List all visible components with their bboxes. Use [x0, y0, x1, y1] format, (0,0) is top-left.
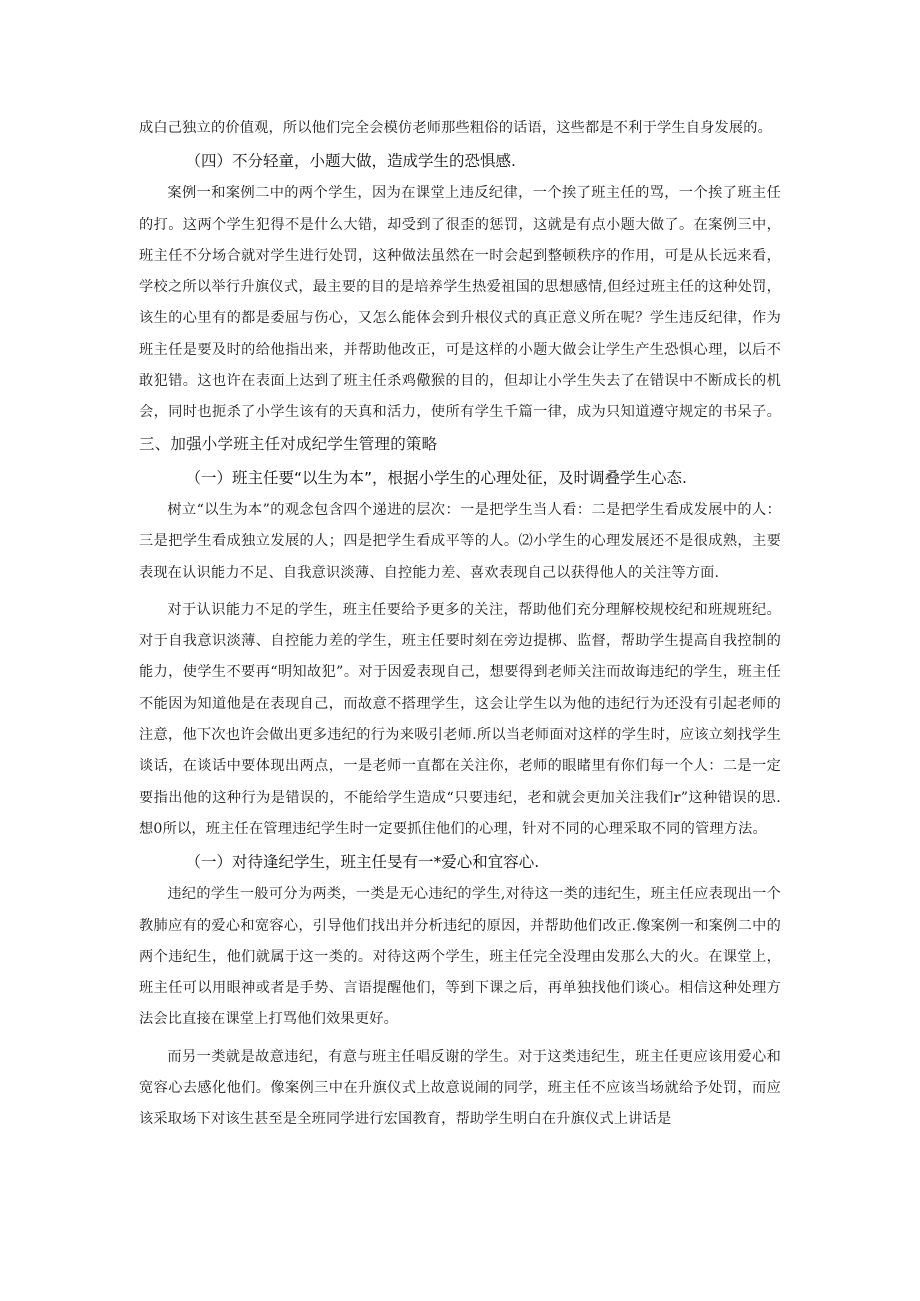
chapter-heading-3: 三、加强小学班主任对成纪学生管理的策略: [139, 434, 438, 453]
paragraph-continuation: 成白己独立的价值观，所以他们完全会模仿老师那些粗俗的话语，这些都是不利于学生自身发展的。: [139, 120, 773, 136]
section-heading-1a: （一）班主任要“以生为本”，根据小学生的心理处征，及时调叠学生心态.: [185, 468, 687, 487]
paragraph-unintentional: 违纪的学生一般可分为两类，一类是无心违纪的学生,对待这一类的违纪生，班主任应表现出一个教肺应有的爱心和宽容心，引导他们找出并分析违纪的原因，并帮助他们改正.像案例一和案例二中的两个违纪生，他们就属于这一类的。对待这两个学生，班主任完全没理由发那么大的火。在课堂上，班主任可以用眼神或者是手势、言语提醒他们，等到下课之后，再单独找他们谈心。相信这种处理方法会比直接在课堂上打骂他们效果更好。: [139, 886, 781, 1028]
paragraph-cases-text: 案例一和案例二中的两个学生，因为在课堂上违反纪律，一个挨了班主任的骂，一个挨了班主任的打。这两个学生犯得不是什么大错，却受到了很歪的惩罚，这就是有点小题大做了。在案例三中，班主任不分场合就对学生进行处罚，这种做法虽然在一时会起到整顿秩序的作用，可是从长远来看，学校之所以举行升旗仪式，最主要的目的是培养学生热爱祖国的思想感情,但经过班主任的这种处罚，该生的心里有的都是委屈与伤心，又怎么能体会到升根仪式的真正意义所在呢？学生违反纪律，作为班主任是要及时的给他指出来，并帮助他改正，可是这样的小题大做会让学生产生恐惧心理，以后不敢犯错。这也许在表面上达到了班主任杀鸡儆猴的目的，但却让小学生失去了在错误中不断成长的机会，同时也扼杀了小学生该有的天真和活力，使所有学生千篇一律，成为只知道遵守规定的书呆子。: [139, 185, 781, 421]
paragraph-management-methods: 对于认识能力不足的学生，班主任要给予更多的关注，帮助他们充分理解校规校纪和班规班纪。对于自我意识淡薄、自控能力差的学生，班主任要时刻在旁边提梆、监督，帮助学生提高自我控制的能力，使学生不要再“明知故犯”。对于因爱表现自己，想要得到老师关注而故诲违纪的学生，班主任不能因为知道他是在表现自己，而故意不搭理学生，这会让学生以为他的违纪行为还没有引起老师的注意，他下次也许会做出更多违纪的行为来吸引老师.所以当老师面对这样的学生时，应该立刻找学生谈话，在谈话中要体现出两点，一是老师一直都在关注你，老师的眼睹里有你们每一个人：二是一定要指出他的这种行为是错误的，不能给学生造成“只要违纪，老和就会更加关注我们r”这种错误的思.想0所以，班主任在管理违纪学生时一定要抓住他们的心理，针对不同的心理采取不同的管理方法。: [139, 601, 781, 837]
section-heading-4: （四）不分轻童，小题大做，造成学生的恐惧感.: [185, 152, 516, 171]
section-heading-1b: （一）对待逢纪学生，班主任旻有一*爱心和宜容心.: [185, 853, 540, 872]
paragraph-intentional: 而另一类就是故意违纪，有意与班主任唱反谢的学生。对于这类违纪生，班主任更应该用爱心和宽容心去感化他们。像案例三中在升旗仪式上故意说闹的同学，班主任不应该当场就给予处罚，而应该采取场下对该生甚至是全班同学进行宏国教育，帮助学生明白在升旗仪式上讲话是: [139, 1048, 781, 1128]
paragraph-student-centered: 树立“以生为本”的观念包含四个递进的层次：一是把学生当人看：二是把学生看成发展中的人：三是把学生看成独立发展的人；四是把学生看成平等的人。⑵小学生的心理发展还不是很成熟，主要表现在认识能力不足、自我意识淡薄、自控能力差、喜欢表现自己以获得他人的关注等方面.: [139, 501, 781, 581]
paragraph-cases-analysis: [139, 178, 781, 461]
